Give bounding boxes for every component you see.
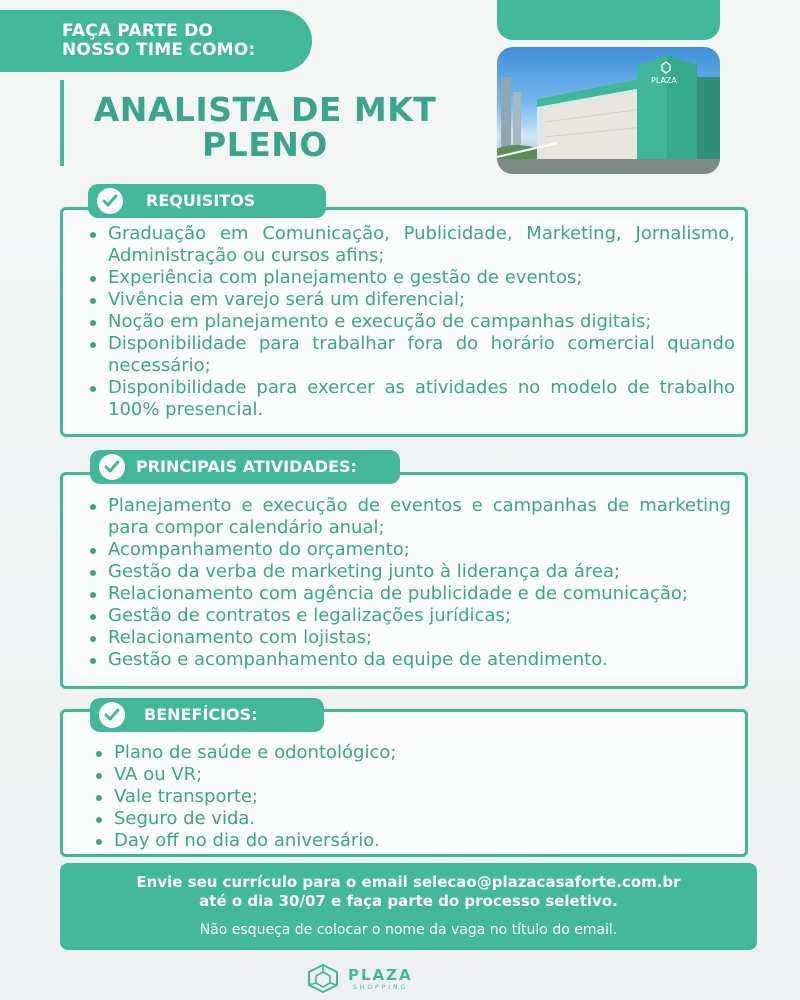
list-item: Graduação em Comunicação, Publicidade, Marketing, Jornalismo, Administração ou cursos afins;: [85, 223, 735, 267]
list-item: Gestão de contratos e legalizações jurídicas;: [85, 605, 731, 627]
atividades-box: [60, 472, 748, 689]
job-title: [70, 92, 460, 162]
header-tab-line2: NOSSO TIME COMO:: [62, 40, 256, 60]
atividades-tag: [90, 450, 400, 484]
apply-instructions: [60, 863, 757, 950]
requisitos-list: [85, 223, 735, 421]
list-item: Relacionamento com lojistas;: [85, 627, 731, 649]
top-decor-pill: [497, 0, 720, 40]
beneficios-tag: [90, 698, 324, 732]
list-item: Gestão da verba de marketing junto à liderança da área;: [85, 561, 731, 583]
apply-note-line: Não esqueça de colocar o nome da vaga no título do email.: [199, 922, 618, 938]
requisitos-box: [60, 207, 748, 437]
building-photo: [497, 47, 720, 174]
title-accent-bar: [60, 80, 64, 166]
header-tab-line1: FAÇA PARTE DO: [62, 21, 214, 41]
list-item: Disponibilidade para trabalhar fora do horário comercial quando necessário;: [85, 333, 735, 377]
list-item: Plano de saúde e odontológico;: [91, 742, 735, 764]
hexagon-cube-icon: [303, 963, 343, 993]
list-item: Experiência com planejamento e gestão de eventos;: [85, 267, 735, 289]
list-item: Vivência em varejo será um diferencial;: [85, 289, 735, 311]
check-circle-icon: [99, 454, 125, 480]
check-circle-icon: [99, 702, 125, 728]
job-title-line1: ANALISTA DE MKT: [93, 90, 437, 129]
logo-sub: SHOPPING: [353, 984, 409, 991]
list-item: Acompanhamento do orçamento;: [85, 539, 731, 561]
list-item: Disponibilidade para exercer as atividades no modelo de trabalho 100% presencial.: [85, 377, 735, 421]
list-item: Relacionamento com agência de publicidade e de comunicação;: [85, 583, 731, 605]
list-item: VA ou VR;: [91, 764, 735, 786]
plaza-logo: [303, 963, 423, 993]
job-title-line2: PLENO: [202, 125, 328, 164]
list-item: Seguro de vida.: [91, 808, 735, 830]
list-item: Vale transporte;: [91, 786, 735, 808]
photo-sign-text: PLAZA: [651, 76, 677, 85]
beneficios-list: [91, 742, 735, 852]
requisitos-tag: [88, 184, 326, 218]
header-tab: [0, 10, 312, 72]
check-circle-icon: [97, 188, 123, 214]
list-item: Day off no dia do aniversário.: [91, 830, 735, 852]
beneficios-title: BENEFÍCIOS:: [144, 705, 258, 724]
list-item: Noção em planejamento e execução de campanhas digitais;: [85, 311, 735, 333]
atividades-title: PRINCIPAIS ATIVIDADES:: [136, 457, 357, 476]
list-item: Planejamento e execução de eventos e campanhas de marketing para compor calendário anual;: [85, 495, 731, 539]
atividades-list: [85, 495, 731, 671]
building-illustration: [497, 47, 720, 174]
logo-brand: PLAZA: [348, 966, 413, 984]
list-item: Gestão e acompanhamento da equipe de atendimento.: [85, 649, 731, 671]
apply-deadline-line: até o dia 30/07 e faça parte do processo seletivo.: [199, 892, 618, 910]
apply-email-line: Envie seu currículo para o email selecao@plazacasaforte.com.br: [136, 873, 681, 891]
requisitos-title: REQUISITOS: [146, 191, 256, 210]
